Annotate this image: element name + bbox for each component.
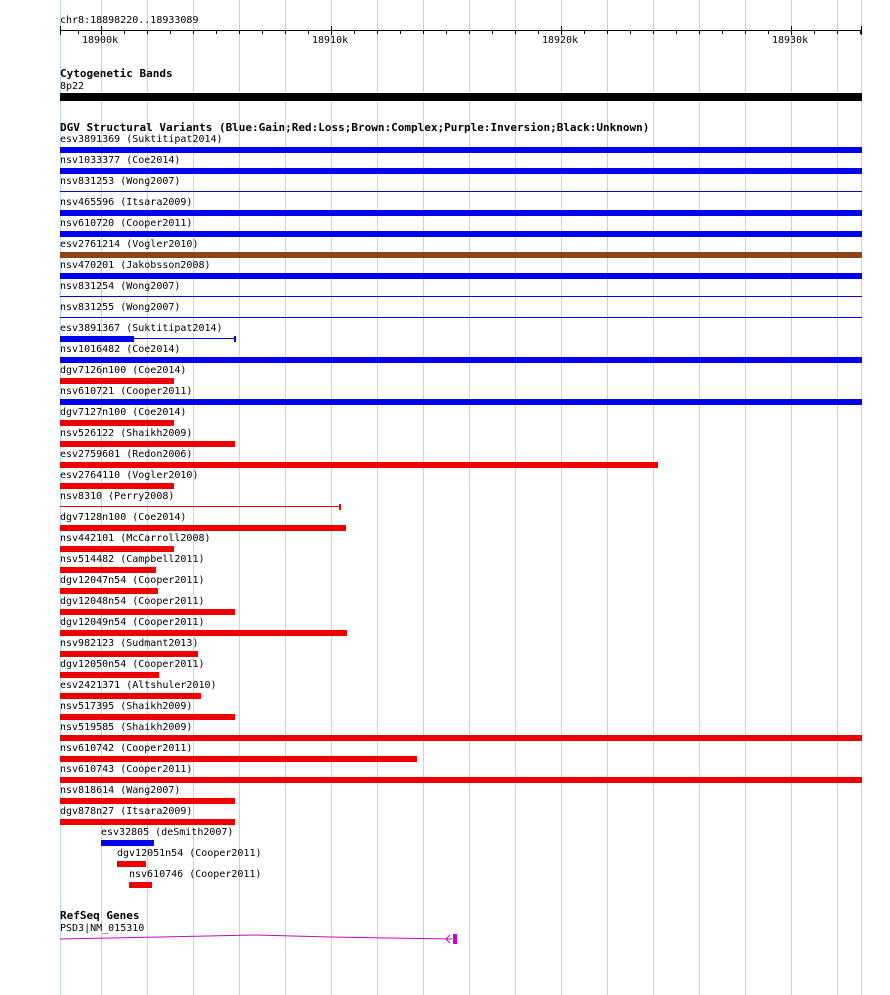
cytoband-track-title: Cytogenetic Bands	[60, 67, 173, 80]
dgv-feature-label[interactable]: esv2761214 (Vogler2010)	[60, 239, 199, 250]
ruler-minor-tick	[469, 30, 470, 34]
ruler-minor-tick	[239, 30, 240, 34]
ruler-minor-tick	[515, 30, 516, 34]
dgv-feature-label[interactable]: nsv1016482 (Coe2014)	[60, 344, 181, 355]
dgv-feature-label[interactable]: nsv1033377 (Coe2014)	[60, 155, 181, 166]
ruler-minor-tick	[170, 30, 171, 34]
ruler-minor-tick	[216, 30, 217, 34]
ruler-minor-tick	[285, 30, 286, 34]
cytoband-label: 8p22	[60, 81, 85, 92]
ruler-minor-tick	[446, 30, 447, 34]
dgv-feature-label[interactable]: nsv470201 (Jakobsson2008)	[60, 260, 211, 271]
dgv-feature-label[interactable]: nsv831253 (Wong2007)	[60, 176, 181, 187]
dgv-feature-bar[interactable]	[60, 147, 862, 153]
ruler-axis	[60, 30, 862, 31]
dgv-feature-label[interactable]: nsv982123 (Sudmant2013)	[60, 638, 199, 649]
dgv-feature-line[interactable]	[60, 191, 862, 192]
ruler-minor-tick	[147, 30, 148, 34]
ruler-tick-label: 18920k	[542, 35, 579, 46]
dgv-feature-end-cap	[339, 504, 341, 510]
dgv-feature-label[interactable]: nsv514482 (Campbell2011)	[60, 554, 205, 565]
cytoband-bar[interactable]	[60, 93, 862, 101]
ruler-minor-tick	[124, 30, 125, 34]
dgv-feature-bar[interactable]	[60, 168, 862, 174]
ruler-minor-tick	[492, 30, 493, 34]
dgv-feature-bar[interactable]	[101, 840, 154, 846]
ruler-left-cap	[60, 26, 61, 35]
dgv-feature-bar[interactable]	[60, 210, 862, 216]
dgv-feature-bar[interactable]	[60, 231, 862, 237]
dgv-feature-bar[interactable]	[60, 546, 174, 552]
gene-intron-line	[60, 935, 452, 939]
dgv-feature-label[interactable]: nsv465596 (Itsara2009)	[60, 197, 193, 208]
dgv-feature-label[interactable]: esv2421371 (Altshuler2010)	[60, 680, 217, 691]
dgv-feature-label[interactable]: nsv610746 (Cooper2011)	[129, 869, 262, 880]
ruler-minor-tick	[676, 30, 677, 34]
dgv-feature-label[interactable]: nsv519585 (Shaikh2009)	[60, 722, 193, 733]
dgv-feature-bar[interactable]	[60, 336, 134, 342]
ruler-minor-tick	[699, 30, 700, 34]
ruler-minor-tick	[538, 30, 539, 34]
dgv-feature-label[interactable]: nsv610742 (Cooper2011)	[60, 743, 193, 754]
ruler-right-cap	[861, 26, 862, 35]
dgv-feature-label[interactable]: nsv517395 (Shaikh2009)	[60, 701, 193, 712]
dgv-feature-label[interactable]: nsv526122 (Shaikh2009)	[60, 428, 193, 439]
dgv-feature-bar[interactable]	[60, 420, 174, 426]
ruler-minor-tick	[423, 30, 424, 34]
dgv-feature-bar[interactable]	[60, 819, 235, 825]
dgv-feature-label[interactable]: nsv831255 (Wong2007)	[60, 302, 181, 313]
dgv-feature-bar[interactable]	[60, 483, 174, 489]
dgv-feature-bar[interactable]	[60, 462, 658, 468]
dgv-feature-label[interactable]: esv2759601 (Redon2006)	[60, 449, 193, 460]
dgv-feature-bar[interactable]	[60, 693, 201, 699]
ruler-tick	[791, 26, 792, 35]
dgv-feature-label[interactable]: dgv12048n54 (Cooper2011)	[60, 596, 205, 607]
dgv-feature-bar[interactable]	[60, 735, 862, 741]
dgv-feature-bar[interactable]	[129, 882, 152, 888]
dgv-feature-end-cap	[234, 336, 236, 342]
ruler-minor-tick	[193, 30, 194, 34]
dgv-feature-label[interactable]: nsv442101 (McCarroll2008)	[60, 533, 211, 544]
dgv-feature-label[interactable]: nsv831254 (Wong2007)	[60, 281, 181, 292]
dgv-feature-line[interactable]	[60, 506, 340, 507]
dgv-feature-bar[interactable]	[60, 252, 862, 258]
ruler-tick	[331, 26, 332, 35]
ruler-minor-tick	[653, 30, 654, 34]
ruler-minor-tick	[262, 30, 263, 34]
dgv-feature-bar[interactable]	[60, 672, 159, 678]
dgv-feature-bar[interactable]	[60, 273, 862, 279]
dgv-feature-label[interactable]: dgv7126n100 (Coe2014)	[60, 365, 187, 376]
dgv-feature-label[interactable]: nsv818614 (Wang2007)	[60, 785, 181, 796]
gene-exon[interactable]	[453, 934, 457, 944]
gene-label: PSD3|NM_015310	[60, 923, 145, 934]
dgv-feature-bar[interactable]	[60, 651, 198, 657]
dgv-feature-label[interactable]: dgv7128n100 (Coe2014)	[60, 512, 187, 523]
dgv-feature-label[interactable]: nsv610743 (Cooper2011)	[60, 764, 193, 775]
ruler-minor-tick	[722, 30, 723, 34]
dgv-feature-label[interactable]: dgv12051n54 (Cooper2011)	[117, 848, 262, 859]
dgv-feature-label[interactable]: nsv610721 (Cooper2011)	[60, 386, 193, 397]
dgv-feature-label[interactable]: esv3891367 (Suktitipat2014)	[60, 323, 223, 334]
dgv-feature-bar[interactable]	[60, 588, 158, 594]
ruler-minor-tick	[860, 30, 861, 34]
refseq-track-title: RefSeq Genes	[60, 909, 140, 922]
dgv-feature-label[interactable]: dgv7127n100 (Coe2014)	[60, 407, 187, 418]
dgv-feature-label[interactable]: esv3891369 (Suktitipat2014)	[60, 134, 223, 145]
ruler-minor-tick	[584, 30, 585, 34]
ruler-tick-label: 18900k	[82, 35, 119, 46]
dgv-feature-bar[interactable]	[60, 630, 347, 636]
ruler-minor-tick	[745, 30, 746, 34]
dgv-feature-bar[interactable]	[60, 378, 174, 384]
dgv-feature-label[interactable]: dgv12049n54 (Cooper2011)	[60, 617, 205, 628]
dgv-feature-bar[interactable]	[60, 777, 862, 783]
dgv-feature-label[interactable]: esv2764110 (Vogler2010)	[60, 470, 199, 481]
dgv-feature-line[interactable]	[60, 317, 862, 318]
dgv-feature-bar[interactable]	[60, 441, 235, 447]
dgv-feature-bar[interactable]	[60, 714, 235, 720]
ruler-minor-tick	[308, 30, 309, 34]
gene-model[interactable]	[0, 925, 890, 950]
ruler-tick	[101, 26, 102, 35]
dgv-feature-bar[interactable]	[60, 525, 346, 531]
dgv-feature-label[interactable]: dgv878n27 (Itsara2009)	[60, 806, 193, 817]
dgv-feature-label[interactable]: nsv8310 (Perry2008)	[60, 491, 175, 502]
dgv-feature-bar[interactable]	[60, 609, 235, 615]
dgv-feature-label[interactable]: esv32805 (deSmith2007)	[101, 827, 234, 838]
ruler-minor-tick	[377, 30, 378, 34]
dgv-track-title: DGV Structural Variants (Blue:Gain;Red:Loss;Brown:Complex;Purple:Inversion;Black:Unknown)	[60, 121, 650, 134]
dgv-feature-label[interactable]: dgv12047n54 (Cooper2011)	[60, 575, 205, 586]
dgv-feature-bar[interactable]	[60, 756, 417, 762]
ruler-minor-tick	[354, 30, 355, 34]
dgv-feature-line[interactable]	[60, 296, 862, 297]
ruler-tick-label: 18910k	[312, 35, 349, 46]
dgv-feature-bar[interactable]	[60, 357, 862, 363]
ruler-minor-tick	[630, 30, 631, 34]
dgv-feature-bar[interactable]	[60, 399, 862, 405]
ruler-minor-tick	[78, 30, 79, 34]
dgv-feature-label[interactable]: dgv12050n54 (Cooper2011)	[60, 659, 205, 670]
ruler-minor-tick	[768, 30, 769, 34]
region-label: chr8:18898220..18933089	[60, 15, 199, 26]
ruler-minor-tick	[607, 30, 608, 34]
dgv-feature-label[interactable]: nsv610720 (Cooper2011)	[60, 218, 193, 229]
ruler-minor-tick	[814, 30, 815, 34]
dgv-feature-bar[interactable]	[60, 798, 235, 804]
dgv-feature-bar[interactable]	[117, 861, 146, 867]
ruler-minor-tick	[400, 30, 401, 34]
dgv-feature-bar[interactable]	[60, 567, 156, 573]
ruler-tick-label: 18930k	[772, 35, 809, 46]
ruler-tick	[561, 26, 562, 35]
ruler-minor-tick	[837, 30, 838, 34]
